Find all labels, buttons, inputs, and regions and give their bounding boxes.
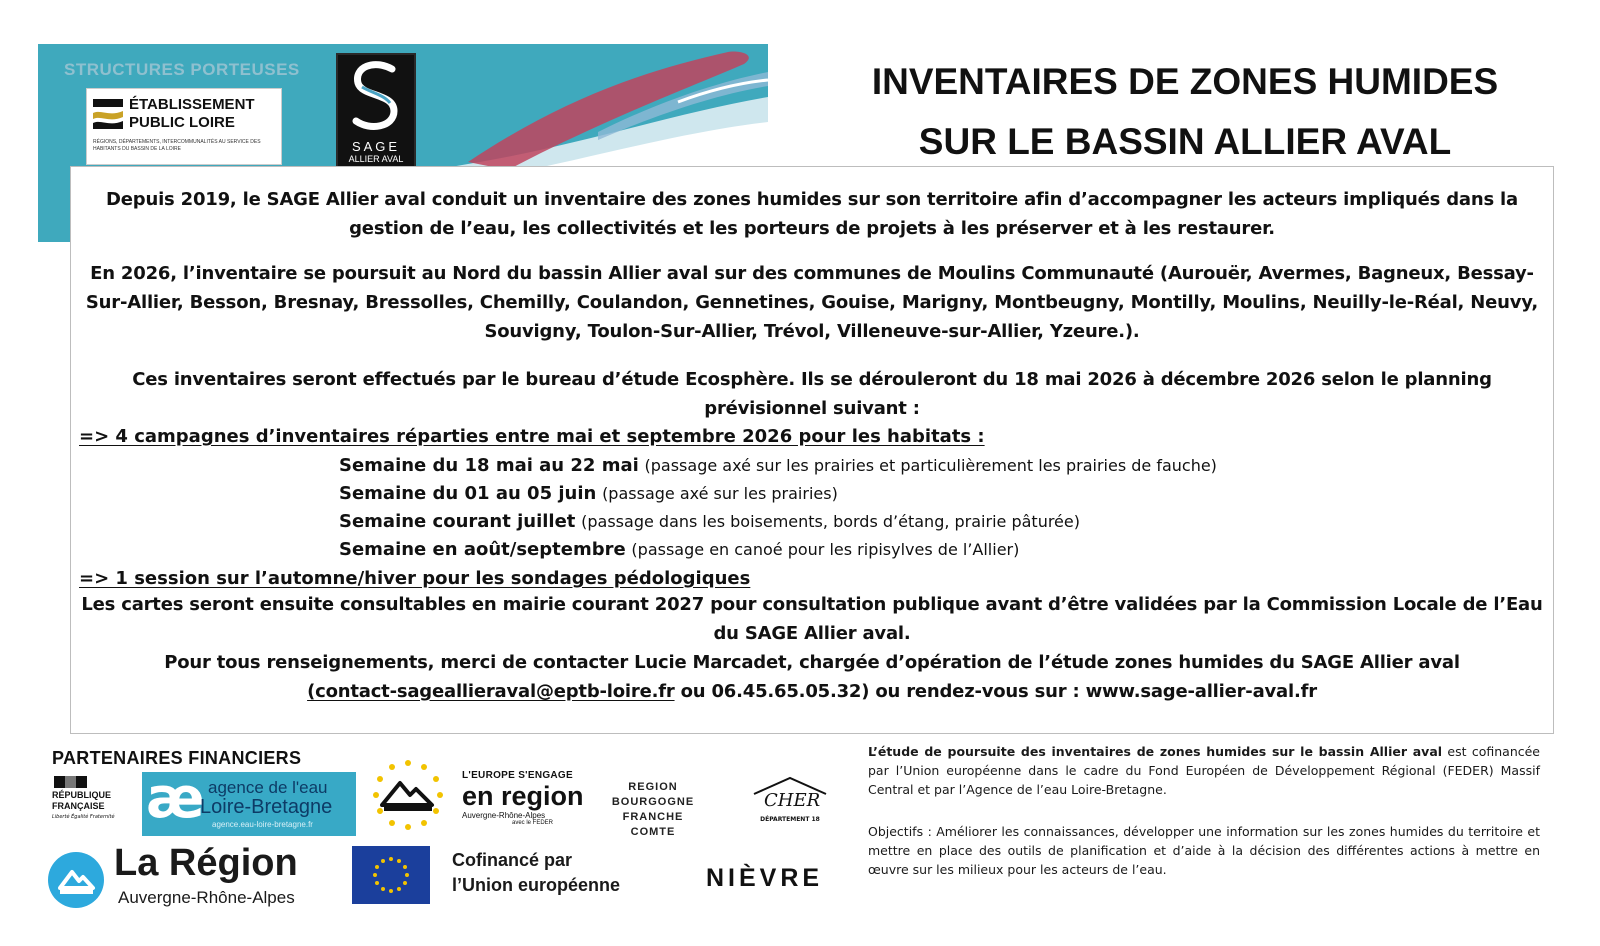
contact-rest: ou 06.45.65.05.32) ou rendez-vous sur : www.sage-allier-aval.fr bbox=[674, 681, 1317, 702]
cofin-text-bold: L’étude de poursuite des inventaires de zones humides sur le bassin Allier aval bbox=[868, 744, 1443, 759]
eng-line2: en region bbox=[462, 781, 584, 811]
week-label: Semaine du 01 au 05 juin bbox=[339, 483, 597, 504]
info-box bbox=[70, 166, 1554, 734]
week-note: (passage axé sur les prairies et particulièrement les prairies de fauche) bbox=[644, 456, 1217, 475]
eng-line1: L'EUROPE S'ENGAGE bbox=[462, 770, 573, 781]
cher-logo bbox=[748, 776, 832, 828]
epl-logo bbox=[86, 88, 282, 165]
sage-name: SAGE bbox=[351, 139, 401, 154]
week-label: Semaine du 18 mai au 22 mai bbox=[339, 455, 639, 476]
week-note: (passage dans les boisements, bords d’étang, prairie pâturée) bbox=[581, 512, 1080, 531]
eu-flag-icon bbox=[352, 846, 430, 904]
cofin-line1: Cofinancé par bbox=[452, 850, 573, 870]
sondages-bullet: => 1 session sur l’automne/hiver pour les sondages pédologiques bbox=[79, 568, 751, 589]
week-item bbox=[339, 479, 838, 508]
maps-paragraph: Les cartes seront ensuite consultables en mairie courant 2027 pour consultation publique avant d’être validées par la Commission Locale de l’Eau du SAGE Allier aval. bbox=[81, 594, 1543, 644]
partners-title: PARTENAIRES FINANCIERS bbox=[52, 748, 302, 768]
epl-tagline: RÉGIONS, DÉPARTEMENTS, INTERCOMMUNALITÉS AU SERVICE DES HABITANTS DU BASSIN DE LA LOIRE bbox=[93, 139, 261, 152]
sage-logo bbox=[336, 53, 416, 171]
schedule-paragraph: Ces inventaires seront effectués par le bureau d’étude Ecosphère. Ils se dérouleront du 18 mai 2026 à décembre 2026 selon le planning prévisionnel suivant : bbox=[132, 369, 1492, 419]
communes-paragraph: En 2026, l’inventaire se poursuit au Nord du bassin Allier aval sur des communes de Moulins Communauté (Aurouër, Avermes, Bagneux, Bessay-Sur-Allier, Besson, Bresnay, Bressolles, Chemilly, Coulandon, Gennetines, Gouise, Marigny, Montbeugny, Montilly, Moulins, Neuilly-le-Réal, Neuvy, Souvigny, Toulon-Sur-Allier, Trévol, Villeneuve-sur-Allier, Yzeure.). bbox=[85, 263, 1539, 342]
week-label: Semaine courant juillet bbox=[339, 511, 576, 532]
republique-francaise-logo bbox=[52, 776, 130, 826]
sage-s-icon bbox=[344, 57, 408, 137]
contact-line1: Pour tous renseignements, merci de contacter Lucie Marcadet, chargée d’opération de l’étude zones humides du SAGE Allier aval bbox=[164, 652, 1460, 673]
nievre-text: NIÈVRE bbox=[706, 864, 824, 892]
title-line2: SUR LE BASSIN ALLIER AVAL bbox=[918, 121, 1452, 162]
aelb-line3: agence.eau-loire-bretagne.fr bbox=[212, 820, 313, 829]
week-note: (passage en canoé pour les ripisylves de l’Allier) bbox=[631, 540, 1020, 559]
europe-engage-logo bbox=[462, 770, 592, 826]
structures-label: STRUCTURES PORTEUSES bbox=[64, 60, 300, 79]
eu-region-stars-icon bbox=[370, 757, 446, 833]
aelb-line1: agence de l'eau bbox=[208, 778, 328, 797]
cofinance-label bbox=[452, 848, 620, 898]
sage-sub: ALLIER AVAL bbox=[348, 154, 404, 164]
eng-line3: Auvergne-Rhône-Alpes bbox=[462, 811, 546, 820]
marianne-icon bbox=[54, 776, 88, 788]
nievre-logo bbox=[694, 858, 824, 898]
objectives-text: Objectifs : Améliorer les connaissances, développer une information sur les zones humides du territoire et mettre en place des outils de planification et d’aide à la décision des différentes actions à mettre en œuvre sur les milieux pour les acteurs de l’eau. bbox=[868, 824, 1540, 877]
epl-line1: ÉTABLISSEMENT bbox=[129, 96, 255, 113]
epl-wave-icon bbox=[93, 99, 123, 131]
eng-line4: avec le FEDER bbox=[512, 820, 554, 826]
cher-dep: DÉPARTEMENT 18 bbox=[760, 816, 820, 823]
region-circle-icon bbox=[48, 852, 104, 908]
contact-paragraph bbox=[81, 648, 1543, 706]
region-aura-logo bbox=[48, 842, 338, 908]
epl-line2: PUBLIC LOIRE bbox=[129, 114, 235, 131]
cher-word: CHER bbox=[764, 790, 821, 811]
week-item bbox=[339, 535, 1019, 564]
week-item bbox=[339, 451, 1217, 480]
aelb-line2: Loire-Bretagne bbox=[200, 796, 333, 818]
habitats-bullet: => 4 campagnes d’inventaires réparties entre mai et septembre 2026 pour les habitats : bbox=[79, 426, 985, 447]
region-title: La Région bbox=[114, 842, 298, 884]
rf-motto: Liberté Égalité Fraternité bbox=[52, 814, 115, 820]
cofin-text-rest: est cofinancée par l’Union européenne dans le cadre du Fond Européen de Développement Régional (FEDER) Massif Central et par l’Agence de l’eau Loire-Bretagne. bbox=[868, 744, 1540, 797]
cofin-line2: l’Union européenne bbox=[452, 875, 621, 895]
week-label: Semaine en août/septembre bbox=[339, 539, 626, 560]
week-item bbox=[339, 507, 1080, 536]
bourgogne-franche-comte-logo: REGION BOURGOGNE FRANCHE COMTE bbox=[611, 781, 695, 838]
region-sub: Auvergne-Rhône-Alpes bbox=[118, 888, 295, 907]
rf-text: RÉPUBLIQUE FRANÇAISE bbox=[52, 790, 112, 811]
intro-paragraph: Depuis 2019, le SAGE Allier aval conduit un inventaire des zones humides sur son territoire afin d’accompagner les acteurs impliqués dans la gestion de l’eau, les collectivités et les porteurs de projets à les préserver et à les restaurer. bbox=[106, 189, 1518, 239]
ae-icon: æ bbox=[146, 766, 205, 831]
agence-eau-logo bbox=[142, 766, 356, 836]
page-title bbox=[790, 52, 1580, 172]
mountain-icon bbox=[48, 852, 104, 908]
title-line1: INVENTAIRES DE ZONES HUMIDES bbox=[871, 61, 1499, 102]
cofinancing-text bbox=[868, 742, 1540, 799]
contact-line2 bbox=[81, 677, 1543, 706]
contact-email-link[interactable]: (contact-sageallieraval@eptb-loire.fr bbox=[307, 681, 675, 702]
week-note: (passage axé sur les prairies) bbox=[602, 484, 838, 503]
